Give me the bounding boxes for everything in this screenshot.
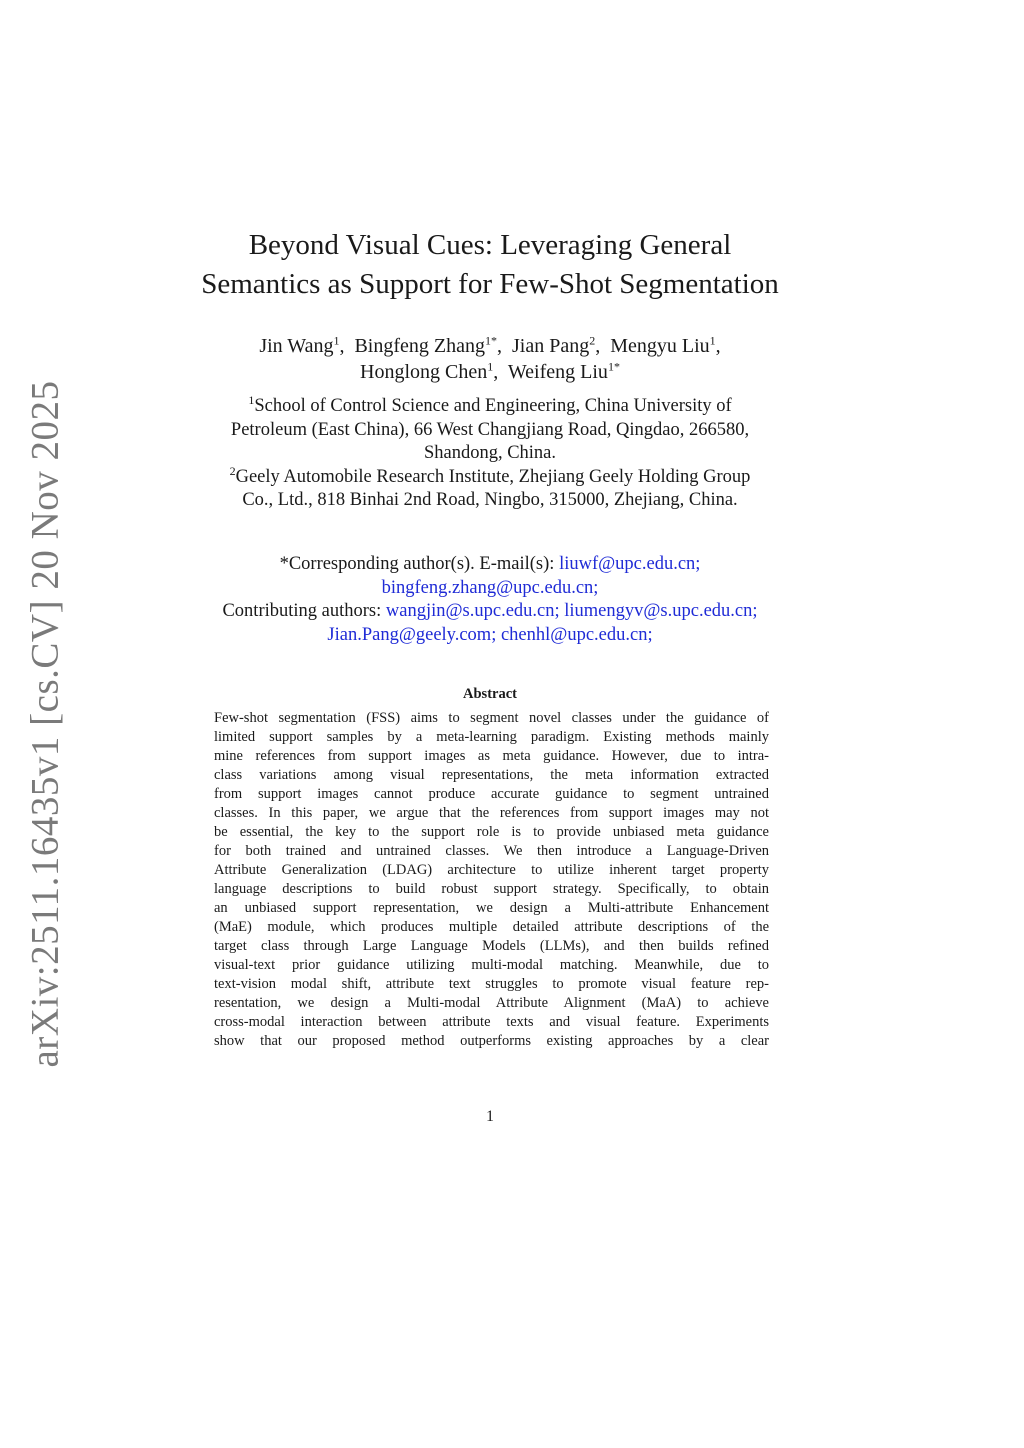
author-line: Jin Wang$^1$, Bingfeng Zhang$^{1*}$, Jian Pang$^2$, Mengyu Liu$^1$, bbox=[259, 333, 721, 357]
abstract-body bbox=[214, 709, 769, 1051]
author-mark: 1* bbox=[607, 359, 620, 374]
contact-line bbox=[150, 577, 830, 601]
author-list bbox=[150, 333, 830, 385]
abstract-line: show that our proposed method outperforms existing approaches by a clear bbox=[214, 1033, 769, 1049]
abstract-line: mine references from support images as meta guidance. However, due to intra- bbox=[214, 748, 769, 764]
title-line: Semantics as Support for Few-Shot Segmentation bbox=[201, 268, 779, 300]
author: Jian Pang$^2$ bbox=[512, 333, 596, 357]
author-mark: 1 bbox=[333, 333, 340, 348]
author-mark: 1 bbox=[487, 359, 494, 374]
abstract-line: limited support samples by a meta-learning paradigm. Existing methods mainly bbox=[214, 729, 769, 745]
abstract-line: an unbiased support representation, we design a Multi-attribute Enhancement bbox=[214, 900, 769, 916]
affiliation-line: $^1$School of Control Science and Engineering, China University of bbox=[248, 392, 732, 416]
abstract-line: visual-text prior guidance utilizing multi-modal matching. Meanwhile, due to bbox=[214, 957, 769, 973]
email-link[interactable]: liumengyv@s.upc.edu.cn; bbox=[564, 601, 758, 621]
email-link[interactable]: Jian.Pang@geely.com; bbox=[327, 624, 497, 645]
page-number: 1 bbox=[486, 1108, 494, 1125]
email-link[interactable]: bingfeng.zhang@upc.edu.cn; bbox=[381, 577, 599, 598]
affiliation-line: Shandong, China. bbox=[423, 443, 557, 463]
affiliation-line: $^2$Geely Automobile Research Institute, Zhejiang Geely Holding Group bbox=[229, 463, 751, 487]
author: Weifeng Liu$^{1*}$ bbox=[507, 359, 620, 383]
abstract-line: (MaE) module, which produces multiple detailed attribute descriptions of the bbox=[214, 919, 769, 935]
paper-title bbox=[150, 226, 830, 304]
contact-block bbox=[150, 553, 830, 647]
abstract-line: Attribute Generalization (LDAG) architecture to utilize inherent target property bbox=[214, 862, 769, 878]
author-mark: 1 bbox=[709, 333, 716, 348]
author-mark: 1* bbox=[485, 333, 497, 348]
affiliations bbox=[150, 392, 830, 513]
abstract-line: be essential, the key to the support role is to provide unbiased meta guidance bbox=[214, 824, 769, 840]
abstract-line: Few-shot segmentation (FSS) aims to segment novel classes under the guidance of bbox=[214, 710, 769, 726]
abstract-line: class variations among visual representations, the meta information extracted bbox=[214, 767, 769, 783]
abstract-line: target class through Large Language Models (LLMs), and then builds refined bbox=[214, 938, 769, 954]
abstract-line: language descriptions to build robust support strategy. Specifically, to obtain bbox=[214, 881, 769, 897]
author-mark: 2 bbox=[589, 333, 596, 348]
affiliation-mark: 2 bbox=[229, 463, 236, 478]
abstract-line: classes. In this paper, we argue that the references from support images may not bbox=[214, 805, 769, 821]
title-line: Beyond Visual Cues: Leveraging General bbox=[248, 229, 732, 261]
author: Jin Wang$^1$ bbox=[259, 333, 340, 357]
abstract-line: cross-modal interaction between attribute texts and visual feature. Experiments bbox=[214, 1014, 769, 1030]
arxiv-identifier-stamp: arXiv:2511.16435v1 [cs.CV] 20 Nov 2025 bbox=[23, 380, 67, 1068]
email-link[interactable]: liuwf@upc.edu.cn; bbox=[559, 554, 701, 574]
email-link[interactable]: wangjin@s.upc.edu.cn; bbox=[385, 601, 560, 621]
corresponding-label: *Corresponding author(s). E-mail(s): bbox=[279, 554, 555, 574]
abstract-line: resentation, we design a Multi-modal Attribute Alignment (MaA) to achieve bbox=[214, 995, 769, 1011]
abstract-line: text-vision modal shift, attribute text struggles to promote visual feature rep- bbox=[214, 976, 769, 992]
author: Bingfeng Zhang$^{1*}$ bbox=[354, 333, 497, 357]
affiliation-line: Petroleum (East China), 66 West Changjiang Road, Qingdao, 266580, bbox=[230, 419, 750, 440]
affiliation-line: Co., Ltd., 818 Binhai 2nd Road, Ningbo, 315000, Zhejiang, China. bbox=[242, 490, 738, 510]
author-line: Honglong Chen$^1$, Weifeng Liu$^{1*}$ bbox=[360, 359, 620, 383]
contact-line bbox=[150, 624, 830, 648]
contact-line bbox=[150, 553, 830, 577]
contributing-label: Contributing authors: bbox=[222, 601, 382, 621]
author: Honglong Chen$^1$ bbox=[360, 359, 494, 383]
affiliation-mark: 1 bbox=[248, 392, 255, 407]
contact-line bbox=[150, 600, 830, 624]
email-link[interactable]: chenhl@upc.edu.cn; bbox=[500, 624, 653, 645]
abstract-line: from support images cannot produce accurate guidance to segment untrained bbox=[214, 786, 769, 802]
author: Mengyu Liu$^1$ bbox=[610, 333, 716, 357]
abstract-heading: Abstract bbox=[463, 686, 517, 702]
abstract-line: for both trained and untrained classes. We then introduce a Language-Driven bbox=[214, 843, 769, 859]
